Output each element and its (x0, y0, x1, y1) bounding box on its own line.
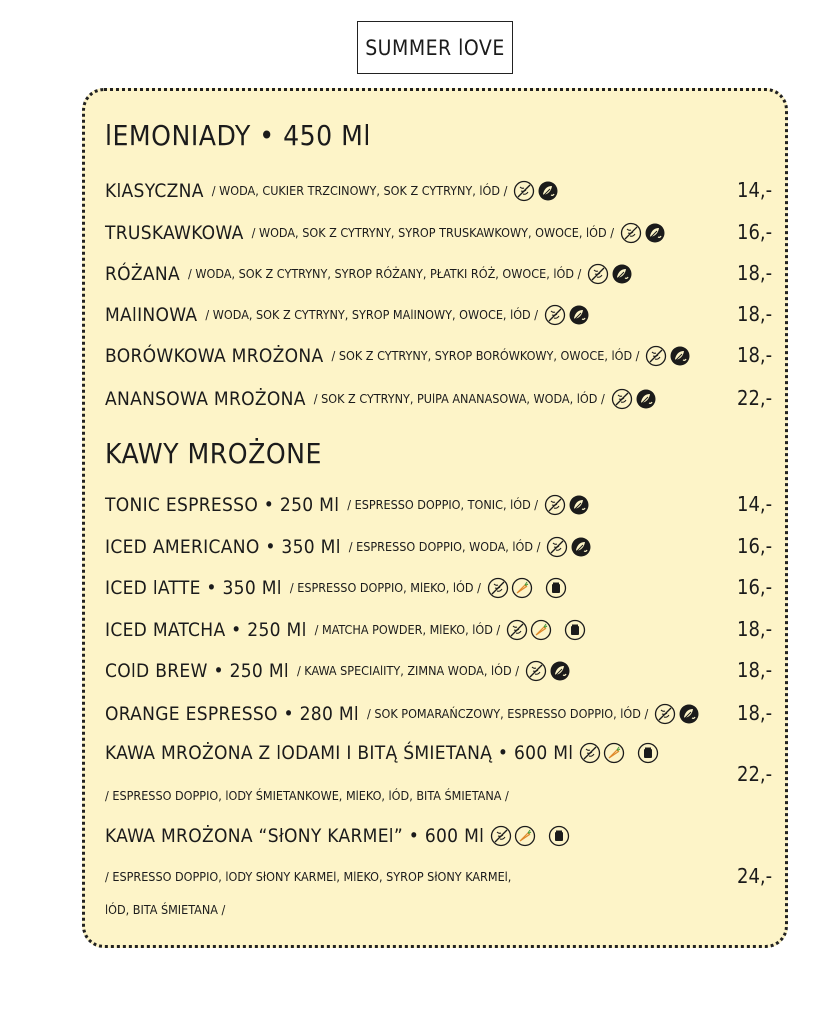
item-name: MAlINOWA (105, 303, 198, 326)
section-title-coffee: KAWY MROŻONE (105, 437, 322, 470)
item-name: TONIC ESPRESSO • 250 Ml (105, 493, 340, 516)
menu-item (105, 222, 665, 244)
cup-icon (548, 825, 570, 847)
item-description: / WODA, CUKIER TRZCINOWY, SOK Z CYTRYNY, lÓD / (211, 182, 508, 198)
vegan-leaf-icon (568, 304, 590, 326)
item-price: 14,- (737, 492, 773, 516)
item-price: 22,- (737, 386, 773, 410)
no-carrot-icon (603, 742, 625, 764)
vegan-leaf-icon (570, 536, 592, 558)
item-price: 22,- (737, 762, 773, 786)
menu-item (105, 304, 665, 326)
no-gluten-icon (506, 619, 528, 641)
cup-icon (637, 742, 659, 764)
no-gluten-icon (654, 703, 676, 725)
no-carrot-icon (530, 619, 552, 641)
item-description: lÓD, BITA ŚMIETANA / (105, 902, 226, 917)
item-description: / ESPRESSO DOPPIO, MlEKO, lÓD / (289, 579, 481, 595)
menu-item (105, 577, 665, 599)
vegan-leaf-icon (568, 494, 590, 516)
menu-item (105, 263, 665, 285)
item-name: ANANSOWA MROŻONA (105, 387, 306, 410)
no-gluten-icon (546, 536, 568, 558)
menu-title: SUMMER lOVE (357, 21, 513, 74)
menu-item (105, 180, 665, 202)
item-description: / KAWA SPECIAlITY, ZIMNA WODA, lÓD / (296, 662, 519, 678)
vegan-leaf-icon (611, 263, 633, 285)
item-price: 18,- (737, 302, 773, 326)
item-name: ORANGE ESPRESSO • 280 Ml (105, 702, 359, 725)
cup-icon (564, 619, 586, 641)
item-name: KlASYCZNA (105, 179, 204, 202)
no-gluten-icon (579, 742, 601, 764)
no-carrot-icon (514, 825, 536, 847)
no-gluten-icon (611, 388, 633, 410)
item-name: KAWA MROŻONA “SłONY KARMEl” • 600 Ml (105, 824, 485, 847)
no-gluten-icon (544, 494, 566, 516)
item-description: / ESPRESSO DOPPIO, WODA, lÓD / (348, 538, 541, 554)
item-price: 18,- (737, 343, 773, 367)
item-description: / SOK Z CYTRYNY, PUlPA ANANASOWA, WODA, lÓD / (313, 390, 605, 406)
item-name: BORÓWKOWA MROŻONA (105, 344, 324, 367)
no-gluten-icon (645, 345, 667, 367)
item-name: TRUSKAWKOWA (105, 221, 244, 244)
no-gluten-icon (513, 180, 535, 202)
item-description: / ESPRESSO DOPPIO, lODY SłONY KARMEl, MlEKO, SYROP SłONY KARMEl, (105, 869, 512, 884)
no-gluten-icon (490, 825, 512, 847)
menu-item (105, 494, 665, 516)
item-description: / MATCHA POWDER, MlEKO, lÓD / (314, 621, 501, 637)
menu-item (105, 388, 665, 410)
item-price: 14,- (737, 178, 773, 202)
item-name: RÓŻANA (105, 262, 180, 285)
item-name: COlD BREW • 250 Ml (105, 659, 289, 682)
item-price: 16,- (737, 575, 773, 599)
item-description: / WODA, SOK Z CYTRYNY, SYROP MAlINOWY, OWOCE, lÓD / (205, 306, 539, 322)
item-price: 18,- (737, 617, 773, 641)
item-price: 24,- (737, 864, 773, 888)
no-gluten-icon (620, 222, 642, 244)
item-name: ICED MATCHA • 250 Ml (105, 618, 307, 641)
item-description: / SOK Z CYTRYNY, SYROP BORÓWKOWY, OWOCE, lÓD / (331, 347, 640, 363)
vegan-leaf-icon (644, 222, 666, 244)
item-name: ICED lATTE • 350 Ml (105, 576, 282, 599)
item-price: 16,- (737, 220, 773, 244)
no-gluten-icon (525, 660, 547, 682)
item-price: 16,- (737, 534, 773, 558)
menu-item (105, 703, 665, 725)
menu-card (82, 88, 788, 948)
menu-item (105, 619, 665, 641)
item-name: KAWA MROŻONA Z lODAMI I BITĄ ŚMIETANĄ • 600 Ml (105, 741, 574, 764)
section-title-lemonade: lEMONIADY • 450 Ml (105, 119, 371, 152)
menu-item (105, 660, 665, 682)
vegan-leaf-icon (537, 180, 559, 202)
vegan-leaf-icon (635, 388, 657, 410)
no-carrot-icon (511, 577, 533, 599)
vegan-leaf-icon (669, 345, 691, 367)
item-description: / SOK POMARAŃCZOWY, ESPRESSO DOPPIO, lÓD / (367, 705, 649, 721)
item-name: ICED AMERICANO • 350 Ml (105, 535, 341, 558)
no-gluten-icon (587, 263, 609, 285)
item-description: / WODA, SOK Z CYTRYNY, SYROP TRUSKAWKOWY, OWOCE, lÓD / (251, 224, 615, 240)
vegan-leaf-icon (549, 660, 571, 682)
menu-item (105, 345, 665, 367)
menu-item (105, 825, 665, 847)
item-price: 18,- (737, 261, 773, 285)
item-price: 18,- (737, 658, 773, 682)
vegan-leaf-icon (678, 703, 700, 725)
item-description: / ESPRESSO DOPPIO, lODY ŚMIETANKOWE, MlEKO, lÓD, BITA ŚMIETANA / (105, 788, 509, 803)
cup-icon (545, 577, 567, 599)
item-description: / WODA, SOK Z CYTRYNY, SYROP RÓŻANY, PŁATKI RÓŻ, OWOCE, lÓD / (188, 265, 582, 281)
no-gluten-icon (544, 304, 566, 326)
no-gluten-icon (487, 577, 509, 599)
menu-item (105, 742, 665, 764)
menu-item (105, 536, 665, 558)
item-description: / ESPRESSO DOPPIO, TONIC, lÓD / (347, 496, 539, 512)
item-price: 18,- (737, 701, 773, 725)
